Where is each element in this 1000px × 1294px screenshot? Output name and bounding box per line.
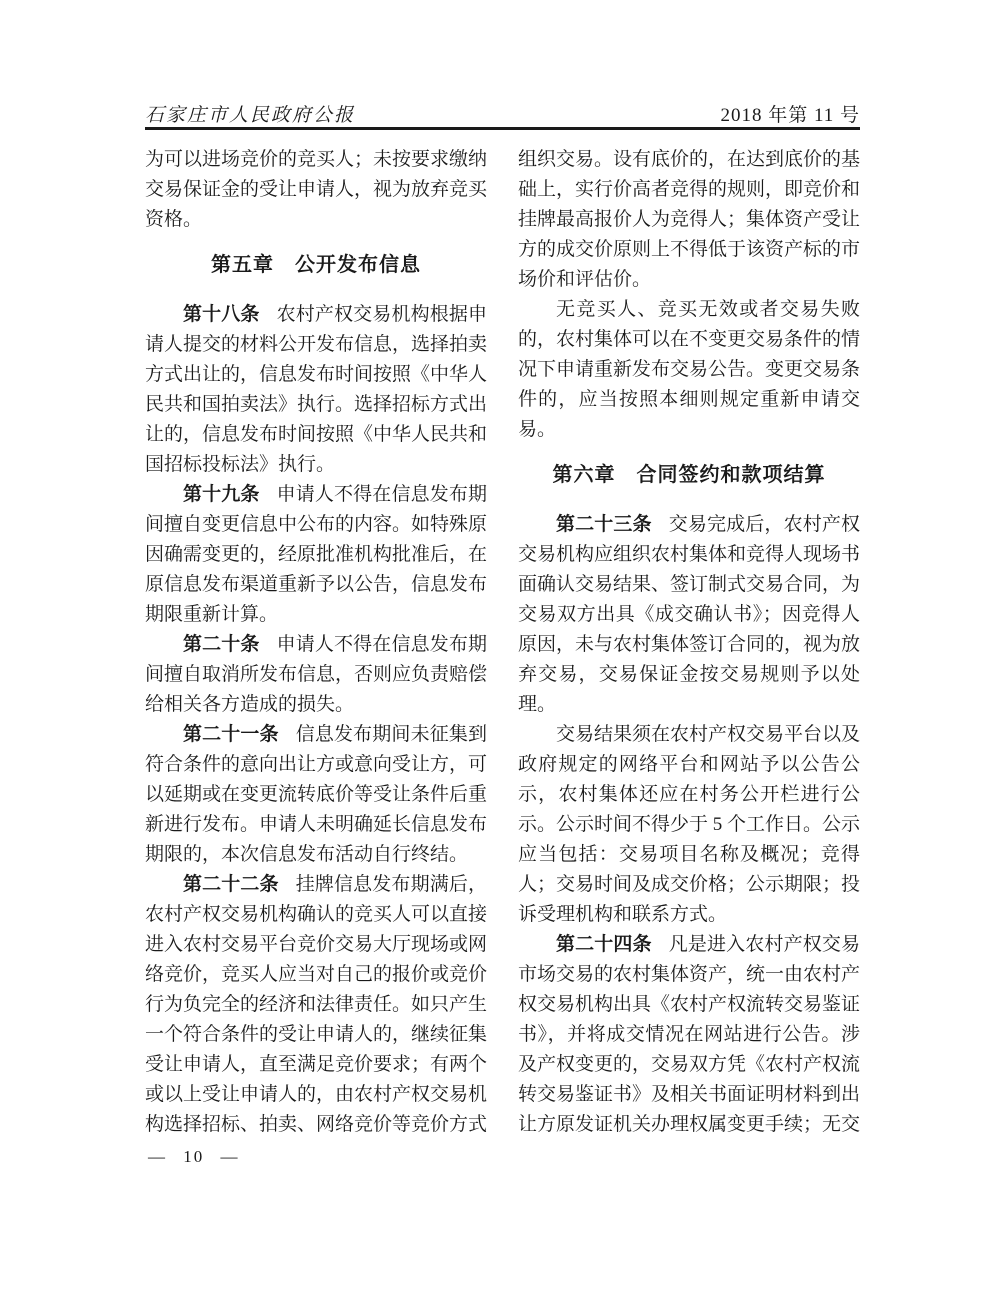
article-text: 挂牌信息发布期满后，农村产权交易机构确认的竞买人可以直接进入农村交易平台竞价交易大厅现场或网络竞价，竞买人应当对自己的报价或竞价行为负完全的经济和法律责任。如只产生一个符合条件的受让申请人的，继续征集受让申请人，直至满足竞价要求；有两个或以上受让申请人的，由农村产权交易机构选择招标、拍卖、网络竞价等竞价方式 (145, 874, 488, 1135)
article-paragraph (518, 930, 860, 1140)
gazette-page (145, 0, 860, 1294)
article-number: 第二十条 (183, 634, 260, 655)
article-text: 信息发布期间未征集到符合条件的意向出让方或意向受让方，可以延期或在变更流转底价等受让条件后重新进行发布。申请人未明确延长信息发布期限的，本次信息发布活动自行终结。 (145, 724, 488, 865)
article-number: 第十九条 (183, 484, 260, 505)
left-column (145, 145, 487, 1140)
article-paragraph (145, 480, 487, 630)
paragraph-continuation: 为可以进场竞价的竞买人；未按要求缴纳交易保证金的受让申请人，视为放弃竞买资格。 (145, 149, 488, 230)
article-number: 第二十二条 (183, 874, 279, 895)
article-paragraph (518, 510, 860, 720)
header-rule (145, 127, 860, 130)
page-number: — 10 — (148, 1147, 240, 1166)
article-text: 交易完成后，农村产权交易机构应组织农村集体和竞得人现场书面确认交易结果、签订制式交易合同，为交易双方出具《成交确认书》；因竞得人原因，未与农村集体签订合同的，视为放弃交易，交易保证金按交易规则予以处理。 (518, 514, 861, 715)
article-number: 第二十四条 (556, 934, 652, 955)
article-paragraph (145, 720, 487, 870)
paragraph: 无竞买人、竞买无效或者交易失败的，农村集体可以在不变更交易条件的情况下申请重新发布交易公告。变更交易条件的，应当按照本细则规定重新申请交易。 (518, 299, 861, 440)
right-column (518, 145, 860, 1140)
document-body (145, 145, 860, 1140)
article-number: 第二十一条 (183, 724, 279, 745)
issue-number: 2018 年第 11 号 (720, 105, 860, 126)
article-text: 凡是进入农村产权交易市场交易的农村集体资产，统一由农村产权交易机构出具《农村产权流转交易鉴证书》，并将成交情况在网站进行公告。涉及产权变更的，交易双方凭《农村产权流转交易鉴证书》及相关书面证明材料到出让方原发证机关办理权属变更手续；无交 (518, 934, 861, 1135)
page-header (145, 100, 860, 127)
article-text: 农村产权交易机构根据申请人提交的材料公开发布信息，选择拍卖方式出让的，信息发布时间按照《中华人民共和国拍卖法》执行。选择招标方式出让的，信息发布时间按照《中华人民共和国招标投标法》执行。 (145, 304, 488, 475)
paragraph-continuation: 组织交易。设有底价的，在达到底价的基础上，实行价高者竞得的规则，即竞价和挂牌最高报价人为竞得人；集体资产受让方的成交价原则上不得低于该资产标的市场价和评估价。 (518, 149, 861, 290)
article-text: 申请人不得在信息发布期间擅自变更信息中公布的内容。如特殊原因确需变更的，经原批准机构批准后，在原信息发布渠道重新予以公告，信息发布期限重新计算。 (145, 484, 488, 625)
publication-title: 石家庄市人民政府公报 (145, 105, 356, 126)
chapter-heading: 第五章 公开发布信息 (211, 254, 421, 276)
paragraph: 交易结果须在农村产权交易平台以及政府规定的网络平台和网站予以公告公示，农村集体还应在村务公开栏进行公示。公示时间不得少于 5 个工作日。公示应当包括：交易项目名称及概况；竞得人；交易时间及成交价格；公示期限；投诉受理机构和联系方式。 (518, 724, 861, 925)
article-text: 申请人不得在信息发布期间擅自取消所发布信息，否则应负责赔偿给相关各方造成的损失。 (145, 634, 488, 715)
article-paragraph (145, 300, 487, 480)
article-number: 第二十三条 (556, 514, 652, 535)
article-paragraph (145, 870, 487, 1140)
article-number: 第十八条 (183, 304, 260, 325)
chapter-heading: 第六章 合同签约和款项结算 (552, 464, 826, 486)
page-footer (148, 1147, 240, 1167)
article-paragraph (145, 630, 487, 720)
